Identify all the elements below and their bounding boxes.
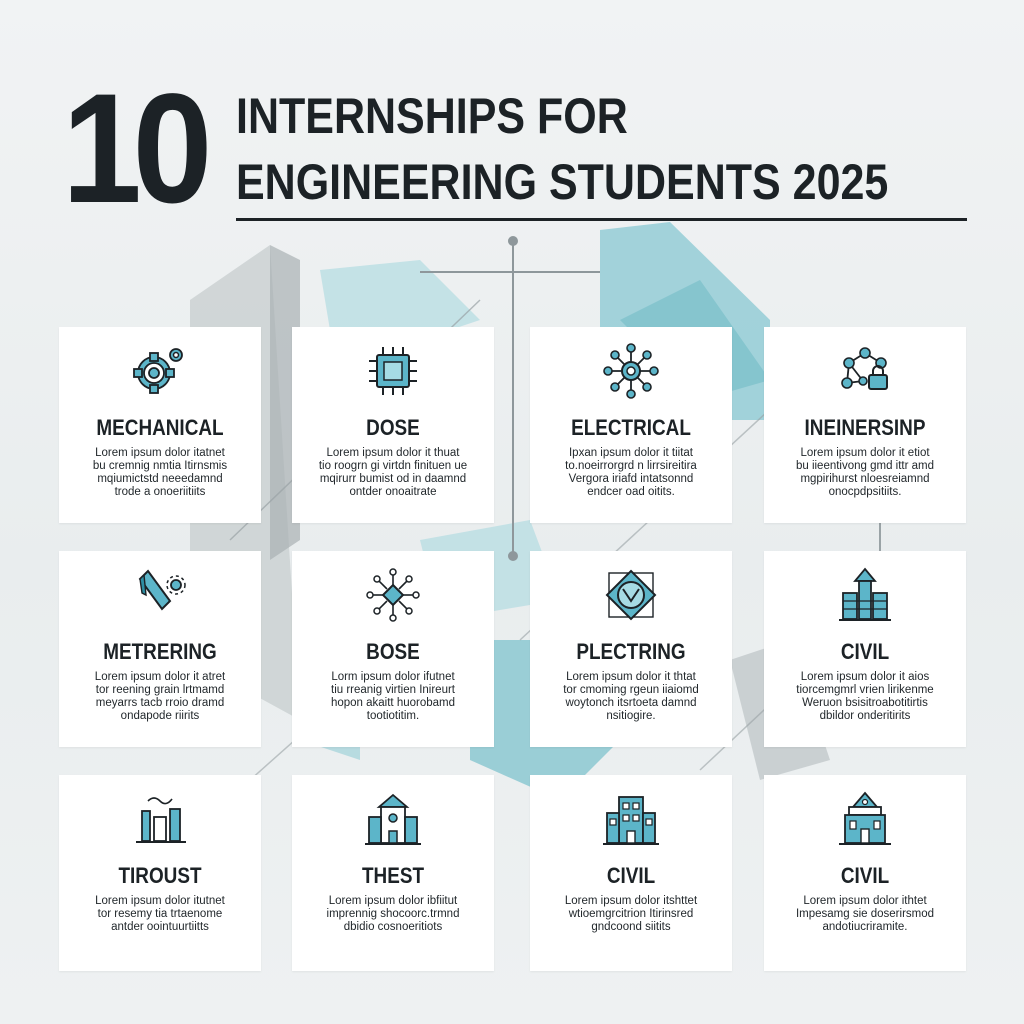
card-title: ELECTRICAL <box>571 415 691 440</box>
card-electrical <box>530 327 732 523</box>
card-description-line: tiorcemgmrl vrien lirikenme <box>796 684 934 696</box>
card-description-line: tor cmoming rgeun iiaiomd <box>563 684 699 696</box>
office-building-icon <box>601 789 661 849</box>
card-description-line: Lorem ipsum dolor itutnet <box>95 895 225 907</box>
card-description-line: Ipxan ipsum dolor it tiitat <box>568 447 693 459</box>
card-title: DOSE <box>366 415 420 440</box>
card-description-line: Lorem ipsum dolor ibfiitut <box>328 895 458 907</box>
card-description-line: ontder onoaitrate <box>349 486 437 498</box>
card-title: CIVIL <box>606 863 656 888</box>
card-description-line: tor resemy tia trtaenome <box>97 908 223 920</box>
card-civil-hall <box>764 775 966 971</box>
circuit-icon <box>363 565 423 625</box>
card-description-line: hopon akaitt huorobamd <box>330 697 456 709</box>
card-description <box>542 895 720 934</box>
card-description <box>542 447 720 499</box>
card-title: TIROUST <box>118 863 202 888</box>
card-description-line: Lorem ipsum dolor it thuat <box>326 447 460 459</box>
card-description-line: Lorem ipsum dolor it atret <box>94 671 226 683</box>
card-description-line: andotiucriramite. <box>822 921 908 933</box>
card-description-line: dbildor onderitirits <box>819 710 911 722</box>
card-thest <box>292 775 494 971</box>
gears-icon <box>130 341 190 401</box>
card-description-line: imprennig shocoorc.trmnd <box>326 908 460 920</box>
card-bose <box>292 551 494 747</box>
card-description <box>776 895 954 934</box>
card-description-line: Impesamg sie doserirsmod <box>795 908 935 920</box>
headline-line-1: INTERNSHIPS FOR <box>236 88 628 144</box>
card-description-line: endcer oad oitits. <box>587 486 675 498</box>
card-description <box>304 895 482 934</box>
headline-underline <box>236 218 967 221</box>
school-icon <box>363 789 423 849</box>
card-description-line: Lorem ipsum dolor it aios <box>800 671 930 683</box>
crystal-icon <box>601 565 661 625</box>
card-description-line: Weruon bsisitroabotitirtis <box>802 697 928 709</box>
card-title: CIVIL <box>840 863 890 888</box>
card-civil-structure <box>764 551 966 747</box>
card-title: PLECTRING <box>576 639 686 664</box>
card-description-line: mgpirihurst nloesreiamnd <box>800 473 930 485</box>
card-description-line: Lorem ipsum dolor itatnet <box>95 447 225 459</box>
card-description <box>542 671 720 723</box>
card-dose <box>292 327 494 523</box>
card-title: INEINERSINP <box>804 415 926 440</box>
card-tiroust <box>59 775 261 971</box>
card-description-line: Lorem ipsum dolor ithtet <box>803 895 927 907</box>
city-hall-icon <box>835 789 895 849</box>
card-description-line: trode a onoeriitiits <box>114 486 206 498</box>
card-description-line: tootiotitim. <box>366 710 420 722</box>
card-description <box>304 447 482 499</box>
card-title: CIVIL <box>840 639 890 664</box>
card-description-line: dbidio cosnoeritiots <box>343 921 443 933</box>
card-description <box>71 447 249 499</box>
card-description-line: Lorem ipsum dolor it etiot <box>800 447 930 459</box>
wrench-icon <box>130 565 190 625</box>
nodes-lock-icon <box>835 341 895 401</box>
card-ineinersinp <box>764 327 966 523</box>
card-title: BOSE <box>366 639 420 664</box>
card-description-line: mqiumictstd neeedamnd <box>97 473 223 485</box>
card-description <box>776 447 954 499</box>
headline-line-2: ENGINEERING STUDENTS 2025 <box>236 154 889 210</box>
card-title: METRERING <box>103 639 217 664</box>
card-civil-office <box>530 775 732 971</box>
factory-icon <box>130 789 190 849</box>
card-description-line: tor reening grain lrtmamd <box>95 684 225 696</box>
headline-number: 10 <box>62 62 204 236</box>
card-metrering <box>59 551 261 747</box>
card-description-line: bu cremnig nmtia Itirnsmis <box>92 460 228 472</box>
card-description-line: tiu rreanig virtien Inireurt <box>331 684 455 696</box>
card-title: MECHANICAL <box>96 415 224 440</box>
card-description-line: mqirurr bumist od in daamnd <box>319 473 467 485</box>
card-description-line: Lorm ipsum dolor ifutnet <box>331 671 455 683</box>
card-description-line: woytonch itsrtoeta damnd <box>565 697 697 709</box>
card-description-line: wtioemgrcitrion Itirinsred <box>568 908 694 920</box>
header <box>0 0 1024 236</box>
network-icon <box>601 341 661 401</box>
card-description-line: Vergora iriafd intatsonnd <box>568 473 694 485</box>
card-description-line: nsitiogire. <box>606 710 656 722</box>
chip-icon <box>363 341 423 401</box>
card-description-line: onocpdpsitiits. <box>828 486 902 498</box>
card-description-line: Lorem ipsum dolor itshttet <box>564 895 698 907</box>
card-description-line: antder oointuurtiitts <box>111 921 209 933</box>
card-description-line: to.noeirrorgrd n lirrsireitira <box>565 460 697 472</box>
card-plectring <box>530 551 732 747</box>
card-description-line: bu iieentivong gmd ittr amd <box>795 460 935 472</box>
structure-icon <box>835 565 895 625</box>
card-description <box>776 671 954 723</box>
card-description-line: tio roogrn gi virtdn finituen ue <box>318 460 468 472</box>
card-description-line: gndcoond siitits <box>591 921 671 933</box>
card-description <box>71 895 249 934</box>
card-description-line: Lorem ipsum dolor it thtat <box>566 671 696 683</box>
card-description-line: ondapode riirits <box>120 710 200 722</box>
card-mechanical <box>59 327 261 523</box>
card-description-line: meyarrs tacb rroio dramd <box>95 697 225 709</box>
card-description <box>71 671 249 723</box>
card-title: THEST <box>361 863 425 888</box>
card-description <box>304 671 482 723</box>
